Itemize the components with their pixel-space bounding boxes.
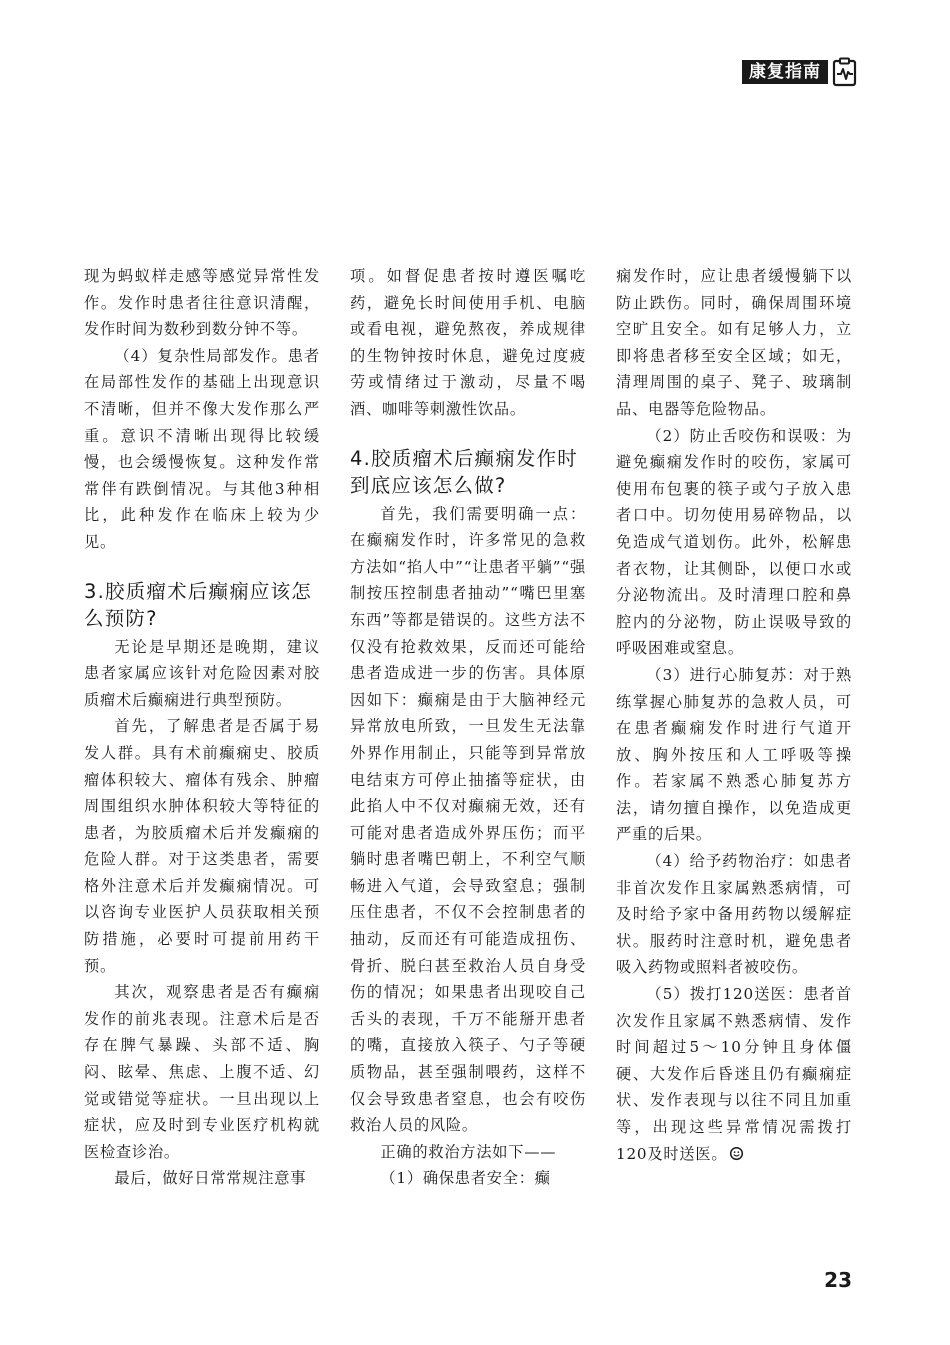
section-heading-3: 3.胶质瘤术后癫痫应该怎么预防? xyxy=(84,579,313,630)
paragraph: （4）给予药物治疗：如患者非首次发作且家属熟悉病情，可及时给予家中备用药物以缓解症状。服药时注意时机，避免患者吸入药物或照料者被咬伤。 xyxy=(616,852,852,977)
paragraph: 痫发作时，应让患者缓慢躺下以防止跌伤。同时，确保周围环境空旷且安全。如有足够人力，立即将患者移至安全区域；如无，清理周围的桌子、凳子、玻璃制品、电器等危险物品。 xyxy=(616,267,852,418)
paragraph: （2）防止舌咬伤和误吸：为避免癫痫发作时的咬伤，家属可使用布包裹的筷子或勺子放入患者口中。切勿使用易碎物品，以免造成气道划伤。此外，松解患者衣物，让其侧卧，以便口水或分泌物流出。及时清理口腔和鼻腔内的分泌物，防止误吸导致的呼吸困难或窒息。 xyxy=(616,426,852,658)
paragraph: （3）进行心肺复苏：对于熟练掌握心肺复苏的急救人员，可在患者癫痫发作时进行气道开放、胸外按压和人工呼吸等操作。若家属不熟悉心肺复苏方法，请勿擅自操作，以免造成更严重的后果。 xyxy=(616,665,852,844)
end-mark-smiley-icon xyxy=(729,1146,744,1161)
section-heading-4: 4.胶质瘤术后癫痫发作时到底应该怎么做? xyxy=(350,446,579,497)
paragraph: 无论是早期还是晚期，建议患者家属应该针对危险因素对胶质瘤术后癫痫进行典型预防。 xyxy=(84,637,320,709)
page-number: 23 xyxy=(824,1268,852,1292)
clipboard-heartbeat-icon xyxy=(832,57,858,87)
paragraph: （1）确保患者安全：癫 xyxy=(380,1169,551,1188)
paragraph: 首先，了解患者是否属于易发人群。具有术前癫痫史、胶质瘤体积较大、瘤体有残余、肿瘤周围组织水肿体积较大等特征的患者，为胶质瘤术后并发癫痫的危险人群。对于这类患者，需要格外注意术后并发癫痫情况。可以咨询专业医护人员获取相关预防措施，必要时可提前用药干预。 xyxy=(84,717,320,975)
article-column-3 xyxy=(616,263,852,1167)
paragraph: 其次，观察患者是否有癫痫发作的前兆表现。注意术后是否存在脾气暴躁、头部不适、胸闷、眩晕、焦虑、上腹不适、幻觉或错觉等症状。一旦出现以上症状，应及时到专业医疗机构就医检查诊治。 xyxy=(84,983,320,1161)
paragraph: 正确的救治方法如下—— xyxy=(380,1142,557,1161)
paragraph: 最后，做好日常常规注意事 xyxy=(114,1169,307,1188)
final-paragraph xyxy=(616,981,852,1167)
paragraph-text: （5）拨打120送医：患者首次发作且家属不熟悉病情、发作时间超过5～10分钟且身体僵硬、大发作后昏迷且仍有癫痫症状、发作表现与以往不同且加重等，出现这些异常情况需拨打120及时送医。 xyxy=(616,985,852,1163)
paragraph: （4）复杂性局部发作。患者在局部性发作的基础上出现意识不清晰，但并不像大发作那么严重。意识不清晰出现得比较缓慢，也会缓慢恢复。这种发作常常伴有跌倒情况。与其他3种相比，此种发作在临床上较为少见。 xyxy=(84,346,320,551)
paragraph: 首先，我们需要明确一点：在癫痫发作时，许多常见的急救方法如“掐人中”“让患者平躺”“强制按压控制患者抽动”“嘴巴里塞东西”等都是错误的。这些方法不仅没有抢救效果，反而还可能给患者造成进一步的伤害。具体原因如下：癫痫是由于大脑神经元异常放电所致，一旦发生无法靠外界作用制止，只能等到异常放电结束方可停止抽搐等症状，由此掐人中不仅对癫痫无效，还有可能对患者造成外界压伤；而平躺时患者嘴巴朝上，不利空气顺畅进入气道，会导致窒息；强制压住患者，不仅不会控制患者的抽动，反而还有可能造成扭伤、骨折、脱臼甚至救治人员自身受伤的情况；如果患者出现咬自己舌头的表现，千万不能掰开患者的嘴，直接放入筷子、勺子等硬质物品，甚至强制喂药，这样不仅会导致患者窒息，也会有咬伤救治人员的风险。 xyxy=(350,504,586,1135)
section-label: 康复指南 xyxy=(742,60,828,84)
article-column-1 xyxy=(84,263,320,1192)
paragraph: 现为蚂蚁样走感等感觉异常性发作。发作时患者往往意识清醒，发作时间为数秒到数分钟不等。 xyxy=(84,267,320,339)
section-header xyxy=(742,57,858,87)
article-column-2 xyxy=(350,263,586,1192)
paragraph: 项。如督促患者按时遵医嘱吃药，避免长时间使用手机、电脑或看电视，避免熬夜，养成规律的生物钟按时休息，避免过度疲劳或情绪过于激动，尽量不喝酒、咖啡等刺激性饮品。 xyxy=(350,267,586,418)
